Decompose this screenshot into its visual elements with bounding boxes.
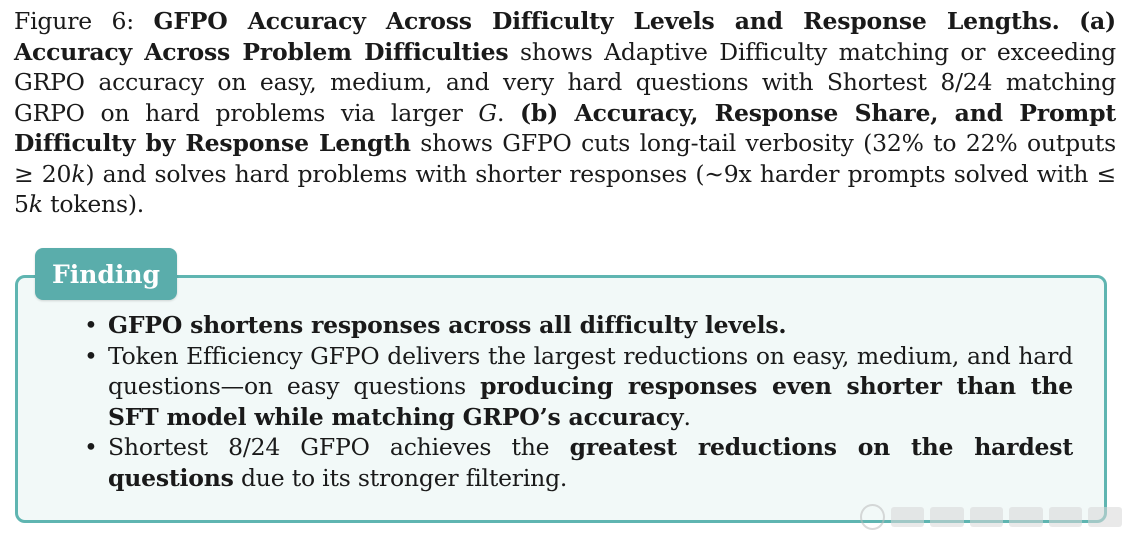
bullet-icon: •: [84, 311, 98, 339]
finding-item-2-bold: producing responses even shorter than the SFT model while matching GRPO’s accuracy: [108, 372, 1073, 431]
part-a-text: shows Adaptive Difficulty matching or exceeding GRPO accuracy on easy, medium, and very hard questions with Shortest 8/24 matching GRPO on hard problems via larger: [14, 37, 1116, 127]
part-b-text-2: ) and solves hard problems with shorter responses (∼9x harder prompts solved with ≤ 5: [14, 159, 1117, 218]
watermark-bar: [1088, 507, 1122, 527]
finding-tab: Finding: [35, 248, 177, 300]
variable-k-1: k: [71, 159, 86, 188]
figure-caption: [14, 6, 1116, 220]
finding-item-2: [84, 341, 1073, 433]
finding-item-2-text-2: .: [683, 402, 691, 431]
finding-item-3: [84, 432, 1073, 493]
watermark-logo-icon: [860, 504, 885, 530]
figure-label: Figure 6:: [14, 7, 134, 35]
finding-item-3-text-1: Shortest 8/24 GFPO achieves the: [108, 433, 570, 461]
bullet-icon: •: [84, 341, 98, 370]
part-b-text-1: shows GFPO cuts long-tail verbosity (32% to 22% outputs ≥ 20: [14, 129, 1116, 188]
watermark-bar: [1049, 507, 1083, 527]
bullet-icon: •: [84, 433, 98, 461]
finding-item-1: [84, 310, 1073, 341]
finding-item-3-text-2: due to its stronger filtering.: [233, 463, 568, 492]
watermark: [860, 502, 1122, 532]
finding-item-1-bold: GFPO shortens responses across all difficulty levels.: [108, 311, 787, 339]
variable-g: G: [478, 98, 497, 127]
part-a-end: .: [496, 98, 505, 127]
finding-item-3-bold: greatest reductions on the hardest questions: [108, 433, 1073, 492]
watermark-bar: [970, 507, 1004, 527]
finding-list: [84, 310, 1073, 493]
figure-title: GFPO Accuracy Across Difficulty Levels and Response Lengths.: [153, 7, 1060, 35]
finding-item-2-text-1: Token Efficiency GFPO delivers the largest reductions on easy, medium, and hard questions—on easy questions: [108, 341, 1073, 400]
watermark-bar: [930, 507, 964, 527]
part-b-label: (b) Accuracy, Response Share, and Prompt Difficulty by Response Length: [14, 98, 1116, 157]
watermark-bar: [1009, 507, 1043, 527]
watermark-bar: [891, 507, 925, 527]
part-b-text-3: tokens).: [42, 190, 145, 218]
variable-k-2: k: [28, 190, 43, 218]
part-a-label: (a) Accuracy Across Problem Difficulties: [14, 7, 1116, 66]
